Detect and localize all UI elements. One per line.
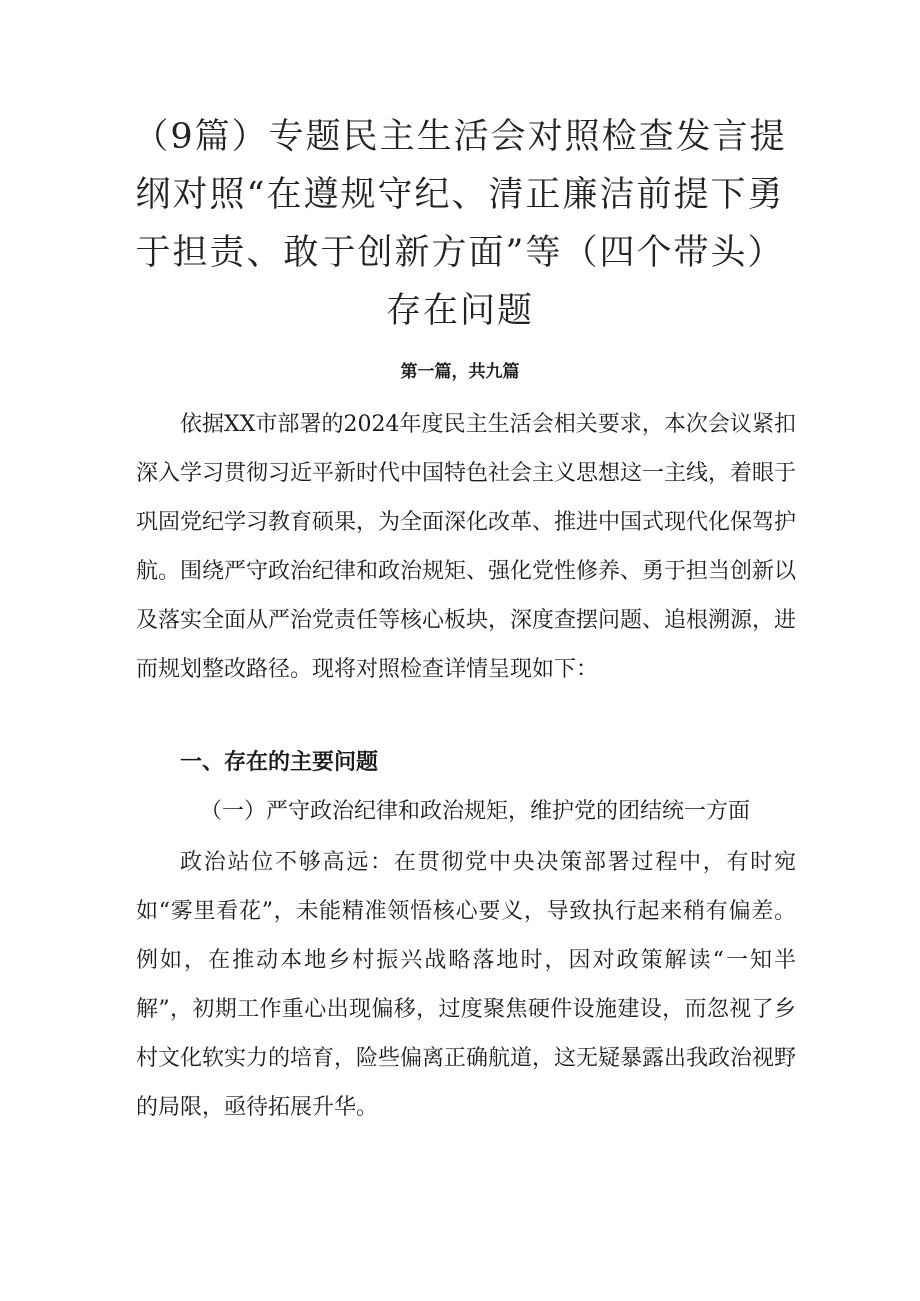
section-subheading: （一）严守政治纪律和政治规矩，维护党的团结统一方面: [200, 799, 751, 824]
document-subtitle: 第一篇，共九篇: [400, 362, 520, 382]
document-title: （9篇）专题民主生活会对照检查发言提纲对照“在遵规守纪、清正廉洁前提下勇于担责、敢于创新方面”等（四个带头）存在问题: [133, 117, 787, 331]
intro-paragraph: 依据XX市部署的2024年度民主生活会相关要求，本次会议紧扣深入学习贯彻习近平新时代中国特色社会主义思想这一主线，着眼于巩固党纪学习教育硕果，为全面深化改革、推进中国式现代化保驾护航。围绕严守政治纪律和政治规矩、强化党性修养、勇于担当创新以及落实全面从严治党责任等核心板块，深度查摆问题、追根溯源，进而规划整改路径。现将对照检查详情呈现如下：: [136, 412, 797, 682]
section-heading: 一、存在的主要问题: [180, 750, 379, 775]
body-paragraph: 政治站位不够高远：在贯彻党中央决策部署过程中，有时宛如“雾里看花”，未能精准领悟核心要义，导致执行起来稍有偏差。例如，在推动本地乡村振兴战略落地时，因对政策解读“一知半解”，初期工作重心出现偏移，过度聚焦硬件设施建设，而忽视了乡村文化软实力的培育，险些偏离正确航道，这无疑暴露出我政治视野的局限，亟待拓展升华。: [136, 850, 797, 1120]
